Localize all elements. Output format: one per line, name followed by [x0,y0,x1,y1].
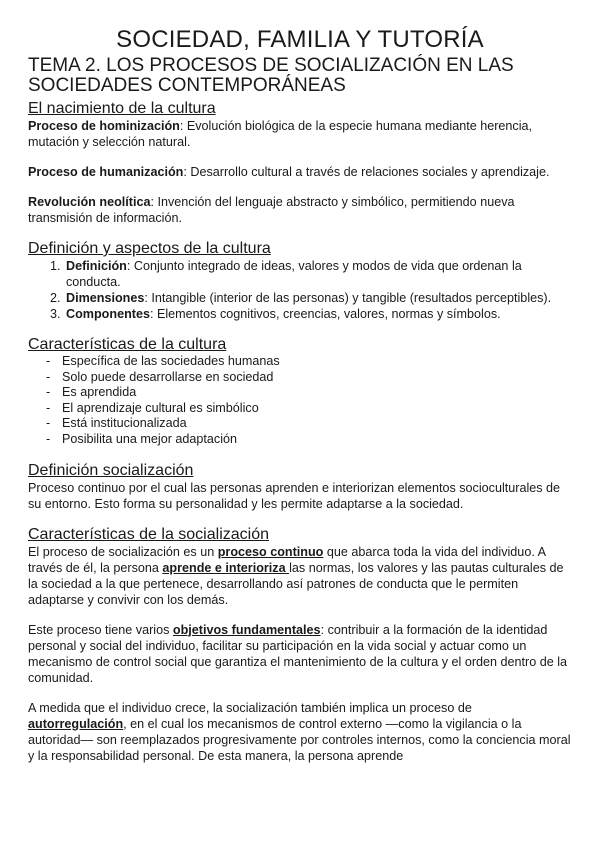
paragraph-revolucion-neolitica [28,194,572,226]
list-caracteristicas-cultura [28,354,572,448]
text-definicion: : Conjunto integrado de ideas, valores y modos de vida que ordenan la conducta. [66,259,522,289]
term-dimensiones: Dimensiones [66,291,145,305]
list-item [64,290,572,306]
list-item: - Solo puede desarrollarse en sociedad [46,370,572,386]
emphasis-proceso-continuo: proceso continuo [217,544,324,559]
list-item: - Específica de las sociedades humanas [46,354,572,370]
document-subtitle: TEMA 2. LOS PROCESOS DE SOCIALIZACIÓN EN LAS SOCIEDADES CONTEMPORÁNEAS [28,55,514,96]
text-humanizacion: : Desarrollo cultural a través de relaciones sociales y aprendizaje. [183,165,550,179]
list-item: - Es aprendida [46,385,572,401]
text-fragment: las normas, los valores y las pautas culturales de la sociedad a la que pertenece, desarrollando así patrones de conducta que le permiten adaptarse y convivir con los demás. [28,560,564,607]
text-hominizacion: : Evolución biológica de la especie humana mediante herencia, mutación y selección natural. [28,119,533,149]
list-item [64,306,572,322]
text-fragment: Este proceso tiene varios [28,622,173,637]
paragraph-proceso-continuo [28,544,572,608]
paragraph-humanizacion [28,164,572,180]
emphasis-objetivos-fundamentales: objetivos fundamentales [172,622,321,637]
term-revolucion-neolitica: Revolución neolítica [28,195,151,209]
paragraph-autorregulacion [28,700,572,764]
text-revolucion-neolitica: : Invención del lenguaje abstracto y simbólico, permitiendo nueva transmisión de información. [28,195,515,225]
paragraph-definicion-socializacion: Proceso continuo por el cual las personas aprenden e interiorizan elementos socioculturales de su entorno. Esto forma su personalidad y les permite adaptarse a la sociedad. [28,480,561,511]
heading-caracteristicas-cultura: Características de la cultura [28,336,227,353]
term-componentes: Componentes [66,307,150,321]
text-fragment: A medida que el individuo crece, la socialización también implica un proceso de [28,700,472,715]
text-fragment: , en el cual los mecanismos de control externo —como la vigilancia o la autoridad— son reemplazados progresivamente por controles internos, como la conciencia moral y la responsabilidad personal. De esta manera, la persona aprende [28,716,571,763]
term-humanizacion: Proceso de humanización [28,165,184,179]
term-definicion: Definición [66,259,127,273]
text-fragment: : contribuir a la formación de la identidad personal y social del individuo, facilitar su participación en la vida social y actuar como un mecanismo de control social que garantiza el mantenimiento de la cultura y el orden dentro de la comunidad. [28,622,568,685]
paragraph-objetivos [28,622,572,686]
term-hominizacion: Proceso de hominización [28,119,180,133]
list-item: - Posibilita una mejor adaptación [46,432,572,448]
list-item: - El aprendizaje cultural es simbólico [46,401,572,417]
text-componentes: : Elementos cognitivos, creencias, valores, normas y símbolos. [149,307,501,321]
heading-definicion-cultura: Definición y aspectos de la cultura [28,240,271,257]
text-fragment: que abarca toda la vida del individuo. A través de él, la persona [28,544,546,575]
emphasis-autorregulacion: autorregulación [28,716,124,731]
list-item: - Está institucionalizada [46,416,572,432]
emphasis-aprende-interioriza: aprende e interioriza [162,560,290,575]
text-fragment: El proceso de socialización es un [28,544,218,559]
paragraph-hominizacion [28,118,572,150]
document-title: SOCIEDAD, FAMILIA Y TUTORÍA [116,26,484,53]
heading-caracteristicas-socializacion: Características de la socialización [28,525,269,543]
heading-nacimiento-cultura: El nacimiento de la cultura [28,100,216,117]
heading-definicion-socializacion: Definición socialización [28,461,194,479]
list-item [64,258,572,290]
list-aspectos-cultura [28,258,572,322]
text-dimensiones: : Intangible (interior de las personas) y tangible (resultados perceptibles). [144,291,552,305]
